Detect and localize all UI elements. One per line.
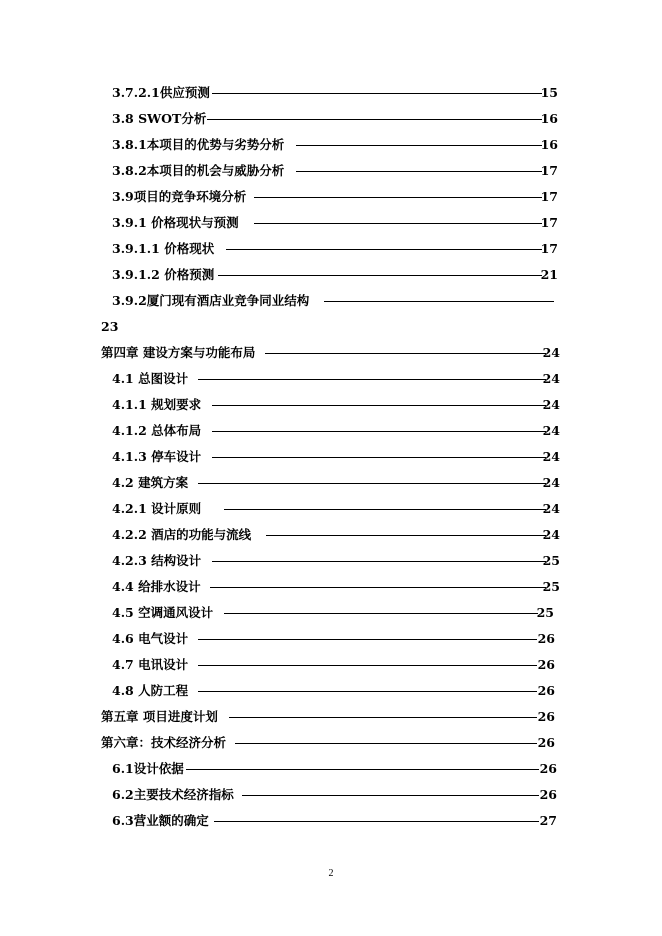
toc-entry[interactable] [112,811,557,831]
toc-entry-label: 4.4 给排水设计 [112,577,202,597]
dot-leader [296,145,542,146]
toc-entry-label: 3.8 SWOT分析 [112,109,207,129]
toc-entry-page: 24 [542,475,560,490]
toc-entry-page: 26 [539,761,557,776]
toc-entry-page: 16 [540,137,558,152]
toc-entry[interactable] [112,525,560,545]
dot-leader [226,249,542,250]
toc-entry-page: 27 [539,813,557,828]
toc-entry-page: 15 [540,85,558,100]
toc-entry-page: 24 [542,345,560,360]
dot-leader [212,431,546,432]
dot-leader [202,119,542,120]
toc-entry[interactable] [112,577,560,597]
dot-leader [212,457,546,458]
toc-entry-page: 21 [540,267,558,282]
dot-leader [212,405,546,406]
toc-entry-page: 26 [537,683,555,698]
toc-entry-page: 16 [540,111,558,126]
dot-leader [198,691,537,692]
dot-leader [212,561,546,562]
toc-entry-page: 24 [542,397,560,412]
dot-leader [186,769,539,770]
toc-entry[interactable] [112,421,560,441]
dot-leader [242,795,539,796]
toc-entry-label: 3.9.1.1 价格现状 [112,239,215,259]
toc-entry-label: 3.9.1.2 价格预测 [112,265,215,285]
toc-entry-label: 4.6 电气设计 [112,629,189,649]
dot-leader [218,275,542,276]
toc-entry[interactable] [112,265,560,285]
toc-entry-page: 24 [542,449,560,464]
toc-entry-label: 第四章 建设方案与功能布局 [101,343,256,363]
dot-leader [212,93,542,94]
toc-entry[interactable] [112,213,560,233]
toc-entry-page: 17 [540,215,558,230]
toc-entry[interactable] [112,239,560,259]
dot-leader [254,197,542,198]
toc-entry-label: 4.5 空调通风设计 [112,603,214,623]
dot-leader [266,535,546,536]
dot-leader [224,509,546,510]
dot-leader [265,353,546,354]
dot-leader [198,639,537,640]
toc-entry-label: 第六章：技术经济分析 [101,733,227,753]
toc-entry[interactable] [112,655,555,675]
toc-entry[interactable] [112,785,557,805]
dot-leader [254,223,542,224]
toc-entry[interactable] [112,161,560,181]
toc-entry-label: 3.8.1本项目的优势与劣势分析 [112,135,285,155]
toc-entry[interactable] [112,187,560,207]
toc-entry[interactable] [101,343,560,363]
toc-entry-page: 24 [542,527,560,542]
toc-entry-label: 4.1.1 规划要求 [112,395,202,415]
toc-entry-page: 24 [542,501,560,516]
dot-leader [198,483,546,484]
toc-entry[interactable] [112,447,560,467]
toc-entry[interactable] [101,733,555,753]
toc-entry-page: 26 [537,735,555,750]
toc-entry-label: 4.8 人防工程 [112,681,189,701]
toc-entry-label: 3.9.1 价格现状与预测 [112,213,240,233]
toc-entry-page: 17 [540,189,558,204]
toc-entry-page: 25 [536,605,554,620]
toc-entry[interactable] [112,603,554,623]
toc-entry-page: 17 [540,241,558,256]
toc-entry-label: 4.2.2 酒店的功能与流线 [112,525,252,545]
toc-entry-label: 6.1设计依据 [112,759,185,779]
toc-entry-label: 4.7 电讯设计 [112,655,189,675]
toc-entry[interactable] [112,629,555,649]
toc-entry-page: 26 [537,709,555,724]
toc-entry-label: 4.1.3 停车设计 [112,447,202,467]
toc-entry-page: 25 [542,553,560,568]
dot-leader [224,613,538,614]
toc-entry[interactable] [101,707,555,727]
toc-entry-label: 3.7.2.1供应预测 [112,83,211,103]
toc-entry-label: 4.1 总图设计 [112,369,189,389]
toc-entry-page: 24 [542,423,560,438]
dot-leader [214,821,539,822]
toc-entry-label: 4.2.1 设计原则 [112,499,202,519]
toc-entry[interactable] [112,759,557,779]
toc-entry-label: 4.2.3 结构设计 [112,551,202,571]
dot-leader [198,379,546,380]
toc-entry[interactable] [112,499,560,519]
toc-entry-page: 25 [542,579,560,594]
toc-entry[interactable] [112,109,560,129]
toc-entry[interactable] [112,369,560,389]
toc-entry-label: 6.3营业额的确定 [112,811,210,831]
dot-leader [210,587,546,588]
toc-entry-page: 26 [537,657,555,672]
toc-entry[interactable] [112,681,555,701]
toc-entry-label: 3.9.2厦门现有酒店业竞争同业结构 [112,291,310,311]
toc-entry[interactable] [112,291,560,311]
toc-entry-label: 第五章 项目进度计划 [101,707,219,727]
dot-leader [198,665,537,666]
toc-entry[interactable] [112,473,560,493]
dot-leader [324,301,554,302]
toc-entry-label: 6.2主要技术经济指标 [112,785,235,805]
toc-entry-label: 3.8.2本项目的机会与威胁分析 [112,161,285,181]
page-number: 2 [328,868,334,879]
toc-entry[interactable] [112,83,560,103]
toc-entry-page: 24 [542,371,560,386]
dot-leader [229,717,537,718]
toc-entry-page: 26 [539,787,557,802]
dot-leader [296,171,542,172]
toc-entry-label: 3.9项目的竞争环境分析 [112,187,247,207]
toc-entry-label: 4.2 建筑方案 [112,473,189,493]
toc-entry-page: 17 [540,163,558,178]
toc-entry[interactable] [112,135,560,155]
toc-entry-page-wrapped: 23 [101,319,119,334]
toc-entry[interactable] [112,395,560,415]
dot-leader [235,743,537,744]
toc-entry-page: 26 [537,631,555,646]
toc-entry[interactable] [112,551,560,571]
toc-entry-label: 4.1.2 总体布局 [112,421,202,441]
